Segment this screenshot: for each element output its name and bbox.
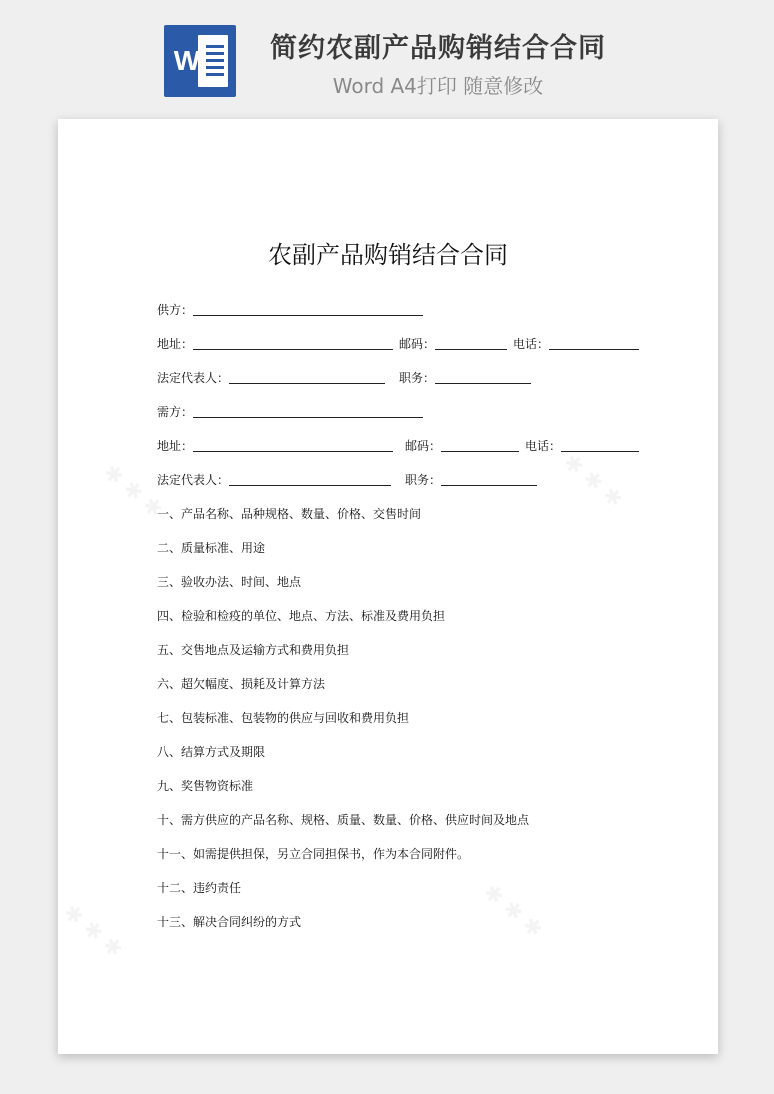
- document-title: 农副产品购销结合合同: [268, 241, 508, 269]
- clause-item: 二、质量标准、用途: [157, 541, 266, 555]
- postcode-blank[interactable]: [435, 349, 507, 350]
- clause-item: 六、超欠幅度、损耗及计算方法: [157, 677, 326, 691]
- clause-item: 七、包装标准、包装物的供应与回收和费用负担: [157, 711, 410, 725]
- position-label: 职务：: [399, 371, 436, 385]
- position-label: 职务：: [405, 473, 442, 487]
- buyer-blank[interactable]: [193, 417, 423, 418]
- header-subtitle: Word A4打印 随意修改: [332, 74, 544, 98]
- word-logo-letter: W: [173, 45, 201, 76]
- clause-item: 十三、解决合同纠纷的方式: [157, 915, 302, 929]
- watermark: [478, 880, 547, 944]
- phone-label: 电话：: [513, 337, 550, 351]
- legal-rep-label: 法定代表人：: [157, 371, 230, 385]
- clause-item: 五、交售地点及运输方式和费用负担: [157, 643, 350, 657]
- page-header: [0, 0, 774, 112]
- header-title: 简约农副产品购销结合合同: [270, 33, 606, 64]
- clause-item: 十一、如需提供担保，另立合同担保书，作为本合同附件。: [157, 847, 470, 861]
- postcode-blank[interactable]: [441, 451, 519, 452]
- position-blank[interactable]: [435, 383, 531, 384]
- phone-blank[interactable]: [561, 451, 639, 452]
- document-page: [58, 119, 718, 1054]
- clause-item: 一、产品名称、品种规格、数量、价格、交售时间: [157, 507, 422, 521]
- address-label: 地址：: [157, 337, 194, 351]
- clause-item: 八、结算方式及期限: [157, 745, 266, 759]
- legal-rep-blank[interactable]: [229, 383, 385, 384]
- phone-label: 电话：: [525, 439, 562, 453]
- watermark: [58, 900, 127, 964]
- clause-item: 三、验收办法、时间、地点: [157, 575, 302, 589]
- supplier-label: 供方：: [157, 303, 194, 317]
- clause-item: 十、需方供应的产品名称、规格、质量、数量、价格、供应时间及地点: [157, 813, 530, 827]
- buyer-label: 需方：: [157, 405, 194, 419]
- postcode-label: 邮码：: [399, 337, 436, 351]
- supplier-blank[interactable]: [193, 315, 423, 316]
- address-label: 地址：: [157, 439, 194, 453]
- watermark: [558, 450, 627, 514]
- phone-blank[interactable]: [549, 349, 639, 350]
- clause-item: 四、检验和检疫的单位、地点、方法、标准及费用负担: [157, 609, 446, 623]
- address-blank[interactable]: [193, 349, 393, 350]
- clause-item: 九、奖售物资标准: [157, 779, 254, 793]
- legal-rep-blank[interactable]: [229, 485, 391, 486]
- clause-item: 十二、违约责任: [157, 881, 242, 895]
- position-blank[interactable]: [441, 485, 537, 486]
- word-document-icon: [164, 25, 236, 97]
- legal-rep-label: 法定代表人：: [157, 473, 230, 487]
- address-blank[interactable]: [193, 451, 393, 452]
- postcode-label: 邮码：: [405, 439, 442, 453]
